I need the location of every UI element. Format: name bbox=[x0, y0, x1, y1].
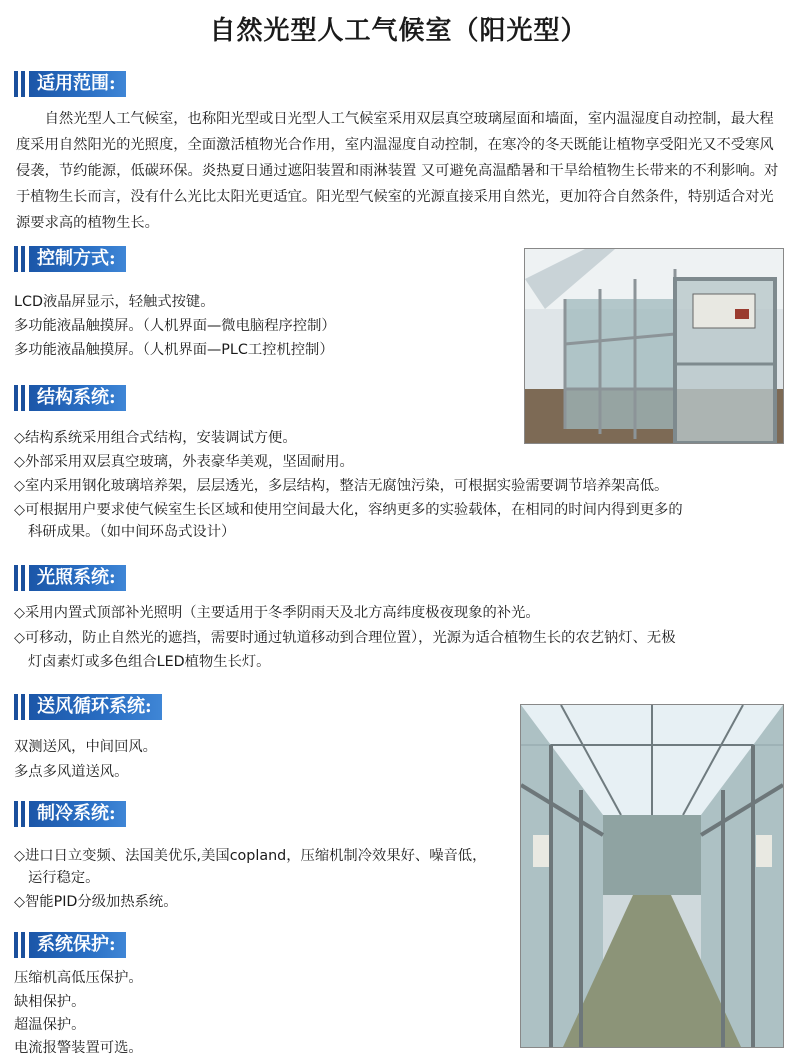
heading-bars-icon bbox=[14, 932, 25, 958]
heading-bars-icon bbox=[14, 565, 25, 591]
page-title: 自然光型人工气候室（阳光型） bbox=[209, 16, 588, 46]
section-heading-label: 制冷系统: bbox=[29, 801, 126, 827]
control-item: 多功能液晶触摸屏。（人机界面—微电脑程序控制） bbox=[14, 318, 336, 334]
protection-item: 缺相保护。 bbox=[14, 994, 86, 1010]
section-heading-lighting bbox=[14, 565, 126, 591]
protection-item: 超温保护。 bbox=[14, 1017, 86, 1033]
section-heading-air bbox=[14, 694, 162, 720]
section-heading-structure bbox=[14, 385, 126, 411]
section-heading-scope bbox=[14, 71, 126, 97]
lighting-item: ◇采用内置式顶部补光照明（主要适用于冬季阴雨天及北方高纬度极夜现象的补光。 bbox=[14, 605, 540, 621]
cooling-item: 运行稳定。 bbox=[28, 870, 100, 886]
structure-item: ◇外部采用双层真空玻璃，外表豪华美观，坚固耐用。 bbox=[14, 454, 354, 470]
structure-item: 科研成果。（如中间环岛式设计） bbox=[28, 524, 236, 540]
climate-chamber-photo-corridor bbox=[520, 704, 784, 1048]
heading-bars-icon bbox=[14, 71, 25, 97]
air-item: 多点多风道送风。 bbox=[14, 764, 129, 780]
structure-item: ◇结构系统采用组合式结构，安装调试方便。 bbox=[14, 430, 297, 446]
section-heading-label: 适用范围: bbox=[29, 71, 126, 97]
control-item: 多功能液晶触摸屏。（人机界面—PLC工控机控制） bbox=[14, 342, 334, 358]
control-item: LCD液晶屏显示，轻触式按键。 bbox=[14, 294, 215, 310]
protection-item: 电流报警装置可选。 bbox=[14, 1040, 143, 1056]
cooling-item: ◇进口日立变频、法国美优乐,美国copland，压缩机制冷效果好、噪音低， bbox=[14, 848, 487, 864]
structure-item: ◇可根据用户要求使气候室生长区域和使用空间最大化，容纳更多的实验载体，在相同的时间内得到更多的 bbox=[14, 502, 683, 518]
heading-bars-icon bbox=[14, 385, 25, 411]
section-heading-label: 系统保护: bbox=[29, 932, 126, 958]
heading-bars-icon bbox=[14, 246, 25, 272]
section-heading-protection bbox=[14, 932, 126, 958]
lighting-item: ◇可移动，防止自然光的遮挡，需要时通过轨道移动到合理位置），光源为适合植物生长的农艺钠灯、无极 bbox=[14, 630, 676, 646]
heading-bars-icon bbox=[14, 801, 25, 827]
section-heading-cooling bbox=[14, 801, 126, 827]
section-heading-control bbox=[14, 246, 126, 272]
section-heading-label: 控制方式: bbox=[29, 246, 126, 272]
section-heading-label: 光照系统: bbox=[29, 565, 126, 591]
air-item: 双测送风，中间回风。 bbox=[14, 739, 157, 755]
protection-item: 压缩机高低压保护。 bbox=[14, 970, 143, 986]
climate-chamber-photo-exterior bbox=[524, 248, 784, 444]
section-heading-label: 结构系统: bbox=[29, 385, 126, 411]
lighting-item: 灯卤素灯或多色组合LED植物生长灯。 bbox=[28, 654, 271, 670]
structure-item: ◇室内采用钢化玻璃培养架，层层透光，多层结构，整洁无腐蚀污染，可根据实验需要调节培养架高低。 bbox=[14, 478, 669, 494]
heading-bars-icon bbox=[14, 694, 25, 720]
scope-paragraph: 自然光型人工气候室，也称阳光型或日光型人工气候室采用双层真空玻璃屋面和墙面，室内温湿度自动控制，最大程度采用自然阳光的光照度，全面激活植物光合作用，室内温湿度自动控制，在寒冷的冬天既能让植物享受阳光又不受寒风侵袭，节约能源，低碳环保。炎热夏日通过遮阳装置和雨淋装置 又可避免高温酷暑和干旱给植物生长带来的不利影响。对于植物生长而言，没有什么光比太阳光更适宜。阳光型气候室的光源直接采用自然光，更加符合自然条件，特别适合对光源要求高的植物生长。 bbox=[16, 111, 779, 231]
cooling-item: ◇智能PID分级加热系统。 bbox=[14, 894, 178, 910]
section-heading-label: 送风循环系统: bbox=[29, 694, 162, 720]
